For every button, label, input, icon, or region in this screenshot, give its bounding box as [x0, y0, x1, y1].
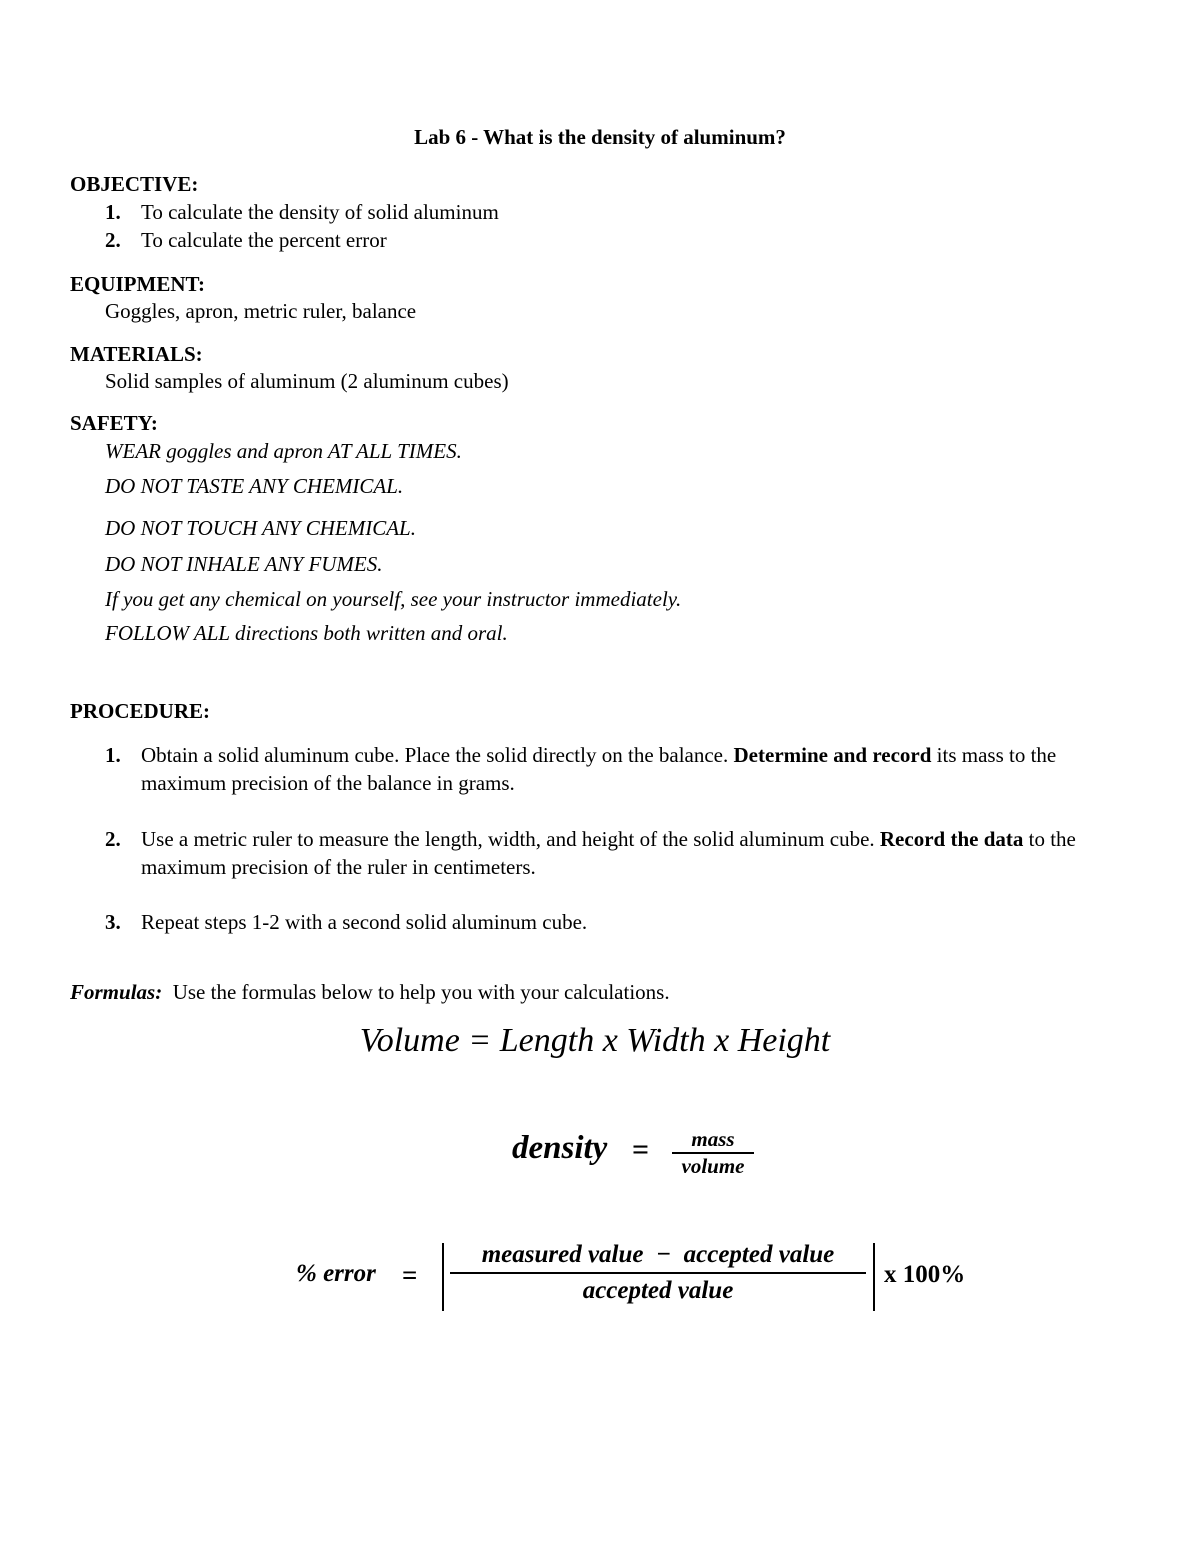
- safety-rule: DO NOT TASTE ANY CHEMICAL.: [105, 474, 404, 498]
- step-emphasis: Determine and record: [733, 743, 932, 767]
- page-title: Lab 6 - What is the density of aluminum?: [414, 125, 786, 149]
- density-denominator: volume: [681, 1154, 745, 1178]
- error-equals: =: [402, 1260, 418, 1290]
- materials-heading: MATERIALS:: [70, 342, 203, 366]
- step-text: to the maximum precision of the ruler in centimeters.: [141, 827, 1076, 879]
- abs-bar-right: [873, 1243, 875, 1311]
- step-number: 3.: [105, 910, 121, 934]
- step-text: Obtain a solid aluminum cube. Place the solid directly on the balance.: [141, 743, 734, 767]
- step-number: 2.: [105, 827, 121, 851]
- safety-rule: DO NOT TOUCH ANY CHEMICAL.: [105, 516, 416, 540]
- formulas-label: Formulas:: [70, 980, 163, 1004]
- procedure-step: [105, 908, 1135, 936]
- density-lhs: density: [512, 1130, 608, 1166]
- step-text: its mass to the maximum precision of the balance in grams.: [141, 743, 1057, 795]
- safety-rule: FOLLOW ALL directions both written and oral.: [105, 621, 508, 645]
- safety-rule: WEAR goggles and apron AT ALL TIMES.: [105, 439, 462, 463]
- safety-rule: If you get any chemical on yourself, see your instructor immediately.: [105, 587, 682, 611]
- procedure-heading: PROCEDURE:: [70, 699, 210, 723]
- error-denominator: accepted value: [582, 1277, 734, 1304]
- volume-formula: Volume = Length x Width x Height: [359, 1022, 831, 1059]
- objective-item: [105, 200, 499, 225]
- equipment-heading: EQUIPMENT:: [70, 272, 205, 296]
- objective-item: [105, 228, 387, 253]
- equipment-text: Goggles, apron, metric ruler, balance: [105, 299, 417, 323]
- step-text: Repeat steps 1-2 with a second solid aluminum cube.: [141, 910, 588, 934]
- step-number: 1.: [105, 743, 121, 767]
- list-number: 2.: [105, 228, 121, 252]
- objective-text: To calculate the density of solid aluminum: [141, 200, 499, 224]
- density-numerator: mass: [691, 1127, 735, 1151]
- fraction-bar: [450, 1272, 866, 1274]
- list-number: 1.: [105, 200, 121, 224]
- safety-rule: DO NOT INHALE ANY FUMES.: [105, 552, 383, 576]
- density-equals: =: [632, 1133, 650, 1166]
- step-emphasis: Record the data: [879, 827, 1024, 851]
- procedure-step: [105, 741, 1135, 797]
- objective-heading: OBJECTIVE:: [70, 172, 199, 196]
- formulas-intro: [70, 980, 670, 1005]
- error-lhs: % error: [296, 1260, 376, 1287]
- materials-text: Solid samples of aluminum (2 aluminum cubes): [105, 369, 509, 393]
- procedure-step: [105, 825, 1135, 881]
- error-fraction: [450, 1241, 866, 1305]
- step-text: Use a metric ruler to measure the length, width, and height of the solid aluminum cube.: [141, 827, 880, 851]
- density-fraction: [672, 1127, 754, 1179]
- safety-heading: SAFETY:: [70, 411, 158, 435]
- formulas-intro-text: Use the formulas below to help you with your calculations.: [172, 980, 670, 1004]
- error-factor: x 100%: [884, 1261, 966, 1288]
- error-numerator: measured value − accepted value: [481, 1241, 835, 1268]
- abs-bar-left: [442, 1243, 444, 1311]
- objective-text: To calculate the percent error: [141, 228, 387, 252]
